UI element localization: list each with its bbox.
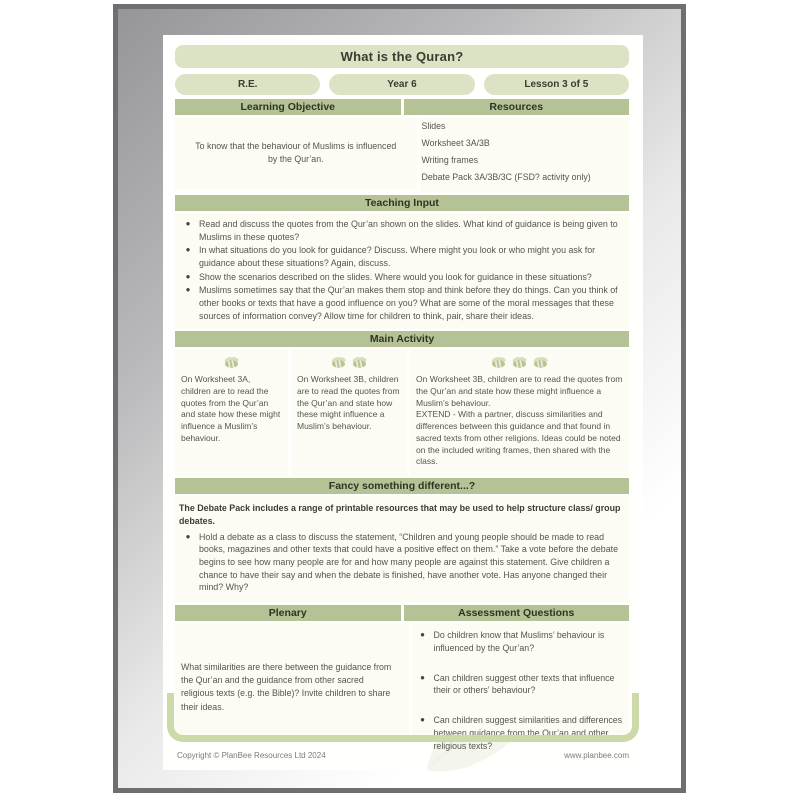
website-url: www.planbee.com [564, 751, 629, 760]
bee-icon [223, 356, 240, 369]
main-activity-header: Main Activity [175, 331, 629, 347]
assessment-question: ● Do children know that Muslims’ behaviour is influenced by the Qur’an? [412, 629, 630, 655]
difficulty-bees [416, 353, 623, 371]
learning-objective-header: Learning Objective [175, 99, 401, 115]
bee-icon [351, 356, 368, 369]
lesson-plan-content [175, 45, 629, 751]
document-preview-frame [113, 4, 686, 793]
difficulty-bees [181, 353, 282, 371]
fancy-something-different-header: Fancy something different...? [175, 478, 629, 494]
teaching-input-body [175, 213, 629, 329]
assessment-questions-header: Assessment Questions [404, 605, 630, 621]
main-activity-column-3 [410, 349, 629, 476]
bee-icon [490, 356, 507, 369]
resource-item: Debate Pack 3A/3B/3C (FSD? activity only) [421, 172, 591, 182]
teaching-input-bullet: ● In what situations do you look for guidance? Discuss. Where might you look or who might you ask for guidance about these situations? Again, discuss. [177, 244, 625, 269]
lesson-meta-badges [175, 74, 629, 95]
plenary-header: Plenary [175, 605, 401, 621]
learning-objective-text: To know that the behaviour of Muslims is influenced by the Qur’an. [175, 117, 417, 189]
assessment-question: ● Can children suggest other texts that influence their or others’ behaviour? [412, 672, 630, 698]
subject-badge: R.E. [175, 74, 320, 95]
plenary-text: What similarities are there between the guidance from the Qur’an and the guidance from other sacred religious texts (e.g. the Bible)? Invite children to share their ideas. [175, 623, 409, 739]
bullet-icon: ● [420, 715, 425, 725]
page-footer [177, 751, 629, 760]
main-activity-text: On Worksheet 3B, children are to read the quotes from the Qur’an and state how these might influence a Muslim’s behaviour. [416, 374, 623, 408]
bullet-icon: ● [185, 245, 191, 255]
resources-header: Resources [404, 99, 630, 115]
resources-list [420, 117, 630, 193]
copyright-text: Copyright © PlanBee Resources Ltd 2024 [177, 751, 326, 760]
difficulty-bees [297, 353, 401, 371]
lesson-plan-page [163, 35, 643, 770]
resource-item: Slides [421, 121, 446, 131]
teaching-input-bullet: ● Read and discuss the quotes from the Qur’an shown on the slides. What kind of guidance is being given to Muslims in these quotes? [177, 218, 625, 243]
bullet-icon: ● [185, 531, 191, 541]
main-activity-columns [175, 349, 629, 476]
lesson-number-badge: Lesson 3 of 5 [484, 74, 629, 95]
resource-item: Worksheet 3A/3B [421, 138, 490, 148]
main-activity-extend-text: EXTEND - With a partner, discuss similarities and differences between this guidance and that found in sacred texts from other religions. Ideas could be noted on the included writing frames, then shared with the class. [416, 409, 621, 467]
bee-icon [532, 356, 549, 369]
teaching-input-bullet: ● Muslims sometimes say that the Qur’an makes them stop and think before they do things. Can you think of other books or texts that have a good influence on you? What are some of the moral messages that these sources of information convey? Allow time for children to think, pair, share their ideas. [177, 284, 625, 322]
assessment-questions-list [412, 623, 630, 751]
main-activity-text: On Worksheet 3A, children are to read the quotes from the Qur’an and state how these might influence a Muslim’s behaviour. [181, 374, 281, 443]
bullet-icon: ● [420, 672, 425, 682]
bee-icon [330, 356, 347, 369]
year-badge: Year 6 [329, 74, 474, 95]
bullet-icon: ● [185, 285, 191, 295]
resource-item: Writing frames [421, 155, 479, 165]
teaching-input-header: Teaching Input [175, 195, 629, 211]
bullet-icon: ● [185, 219, 191, 228]
bullet-icon: ● [420, 630, 425, 640]
fancy-something-different-body [175, 496, 629, 603]
bullet-icon: ● [185, 271, 191, 281]
teaching-input-bullet: ● Show the scenarios described on the slides. Where would you look for guidance in these situations? [177, 271, 625, 284]
main-activity-column-1 [175, 349, 288, 476]
page-title: What is the Quran? [175, 45, 629, 68]
debate-pack-intro: The Debate Pack includes a range of printable resources that may be used to help structure class/ group debates. [179, 503, 621, 526]
bee-icon [511, 356, 528, 369]
fancy-bullet: ● Hold a debate as a class to discuss the statement, “Children and young people should be made to read books, magazines and other texts that could have a positive effect on them.” Take a vote before the debate begins to see how many people are for and how many people are against this statement. Give children a chance to have their say and when the debate is finished, have another vote. Has anyone changed their mind? Why? [177, 531, 625, 594]
main-activity-column-2 [291, 349, 407, 476]
main-activity-text: On Worksheet 3B, children are to read the quotes from the Qur’an and state how these might influence a Muslim’s behaviour. [297, 374, 400, 432]
assessment-question: ● Can children suggest similarities and differences between guidance from the Qur’an and other religious texts? [412, 714, 630, 752]
